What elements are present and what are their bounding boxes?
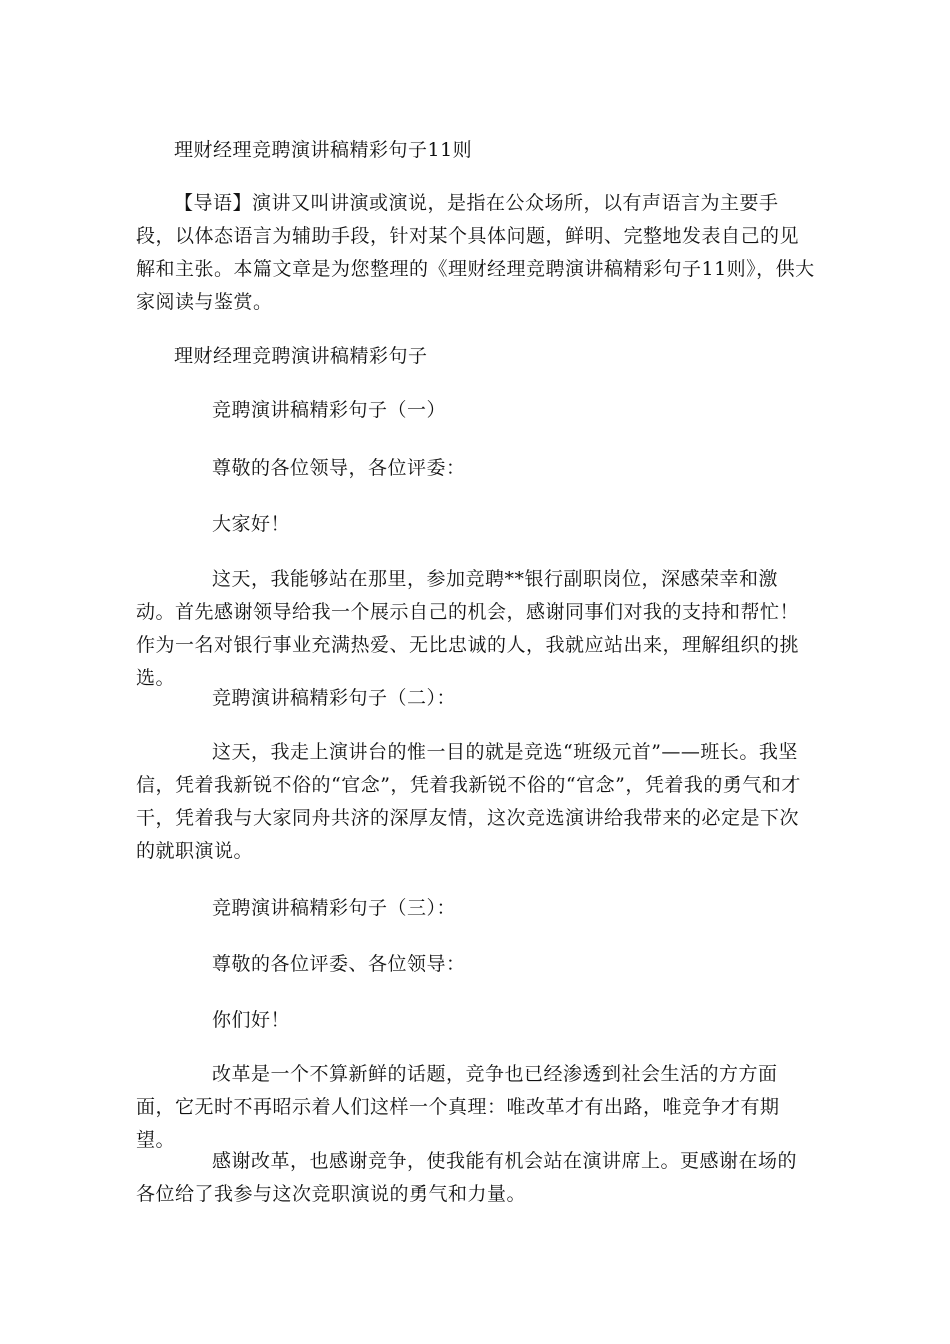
part1-body: 这天，我能够站在那里，参加竞聘**银行副职岗位，深感荣幸和激动。首先感谢领导给我一个展示自己的机会，感谢同事们对我的支持和帮忙！作为一名对银行事业充满热爱、无比忠诚的人，我就应站出来，理解组织的挑选。 [136, 568, 800, 689]
part2-body: 这天，我走上演讲台的惟一目的就是竞选“班级元首”——班长。我坚信，凭着我新锐不俗的“官念”，凭着我新锐不俗的“官念”，凭着我的勇气和才干，凭着我与大家同舟共济的深厚友情，这次竞选演讲给我带来的必定是下次的就职演说。 [136, 741, 801, 862]
part3-body1: 改革是一个不算新鲜的话题，竞争也已经渗透到社会生活的方方面面，它无时不再昭示着人们这样一个真理：唯改革才有出路，唯竞争才有期望。 [136, 1063, 780, 1151]
part3-body2: 感谢改革，也感谢竞争，使我能有机会站在演讲席上。更感谢在场的各位给了我参与这次竞职演说的勇气和力量。 [136, 1150, 798, 1205]
part1-salutation: 尊敬的各位领导，各位评委： [212, 457, 466, 479]
part1-greeting: 大家好！ [212, 513, 291, 535]
section-title: 理财经理竞聘演讲稿精彩句子 [174, 345, 428, 367]
part2-heading: 竞聘演讲稿精彩句子（二）： [212, 687, 457, 709]
intro-paragraph: 【导语】演讲又叫讲演或演说，是指在公众场所，以有声语言为主要手段，以体态语言为辅助手段，针对某个具体问题，鲜明、完整地发表自己的见解和主张。本篇文章是为您整理的《理财经理竞聘演讲稿精彩句子11则》，供大家阅读与鉴赏。 [136, 192, 815, 313]
part3-greeting: 你们好！ [212, 1009, 291, 1031]
part3-heading: 竞聘演讲稿精彩句子（三）： [212, 897, 457, 919]
document-title: 理财经理竞聘演讲稿精彩句子11则 [174, 139, 473, 161]
part1-heading: 竞聘演讲稿精彩句子（一） [212, 399, 447, 421]
part3-salutation: 尊敬的各位评委、各位领导： [212, 953, 466, 975]
